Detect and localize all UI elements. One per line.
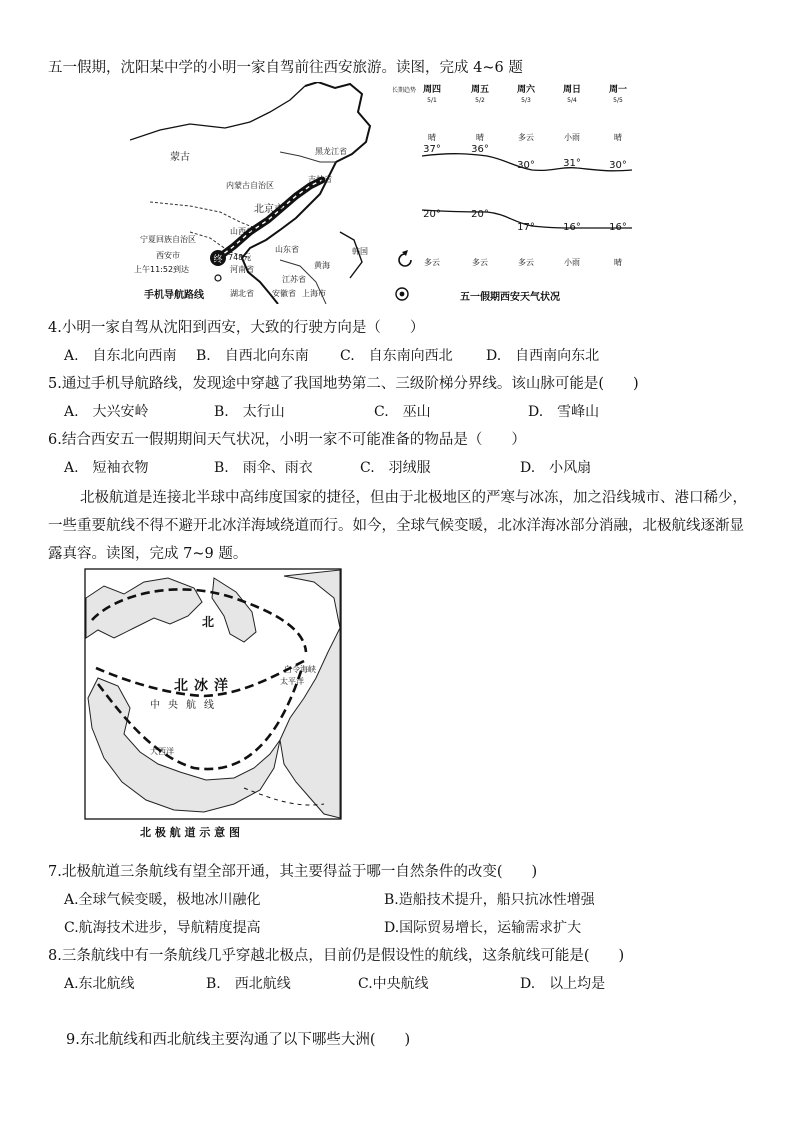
q5-option-d[interactable]: D. 雪峰山 — [528, 404, 600, 420]
weather-low-1: 20° — [471, 209, 489, 220]
q5-option-b[interactable]: B. 太行山 — [214, 404, 285, 420]
map2-label-atlantic: 大西洋 — [150, 747, 174, 756]
weather-high-4: 30° — [609, 160, 627, 171]
weather-day-3: 周日 — [562, 85, 582, 95]
map-label-yellow-sea: 黄海 — [314, 261, 330, 270]
map-label-jiangsu: 江苏省 — [282, 275, 306, 284]
weather-low-0: 20° — [423, 209, 441, 220]
weather-header-left: 长期趋势 — [392, 87, 417, 94]
map-label-shanxi: 山西省 — [230, 227, 254, 236]
q7-option-b[interactable]: B.造船技术提升，船只抗冰性增强 — [384, 892, 595, 908]
navigation-route-map — [130, 82, 395, 304]
weather-date-3: 5/4 — [567, 97, 577, 104]
weather-day-condition-2: 多云 — [518, 133, 534, 142]
q7-stem: 7.北极航道三条航线有望全部开通，其主要得益于哪一自然条件的改变( ) — [48, 864, 538, 880]
q4-option-c[interactable]: C. 自东南向西北 — [340, 348, 453, 364]
end-marker-label: 终 — [213, 255, 223, 265]
q6-option-c[interactable]: C. 羽绒服 — [360, 460, 431, 476]
weather-date-0: 5/1 — [427, 97, 437, 104]
q6-option-a[interactable]: A. 短袖衣物 — [64, 460, 149, 476]
weather-night-condition-4: 晴 — [614, 258, 622, 267]
q5-option-a[interactable]: A. 大兴安岭 — [64, 404, 149, 420]
q8-stem: 8.三条航线中有一条航线几乎穿越北极点，目前仍是假设性的航线，这条航线可能是( ) — [48, 948, 625, 964]
q6-option-b[interactable]: B. 雨伞、雨衣 — [214, 460, 313, 476]
q5-stem: 5.通过手机导航路线，发现途中穿越了我国地势第二、三级阶梯分界线。该山脉可能是( ) — [48, 376, 639, 392]
map1-caption: 手机导航路线 — [144, 290, 204, 301]
weather-high-1: 36° — [471, 144, 489, 155]
q9-stem: 9.东北航线和西北航线主要沟通了以下哪些大洲( ) — [66, 1032, 411, 1048]
weather-day-condition-3: 小雨 — [564, 133, 580, 142]
weather-date-4: 5/5 — [613, 97, 623, 104]
weather-day-1: 周五 — [470, 85, 490, 95]
weather-low-3: 16° — [563, 222, 581, 233]
q8-option-a[interactable]: A.东北航线 — [64, 976, 135, 992]
map2-caption: 北 极 航 道 示 意 图 — [140, 826, 240, 839]
q7-option-d[interactable]: D.国际贸易增长，运输需求扩大 — [384, 920, 582, 936]
map-label-arrival: 上午11:52到达 — [134, 265, 190, 274]
q5-option-c[interactable]: C. 巫山 — [374, 404, 431, 420]
map2-label-north: 北 — [202, 615, 215, 629]
map-label-anhui: 安徽省 — [272, 289, 296, 298]
map2-label-bering: 白令海峡 — [284, 665, 316, 674]
q8-option-c[interactable]: C.中央航线 — [358, 976, 429, 992]
map-label-heilongjiang: 黑龙江省 — [315, 147, 347, 156]
q4-stem: 4.小明一家自驾从沈阳到西安，大致的行驶方向是（ ） — [48, 320, 425, 336]
weather-forecast-panel — [392, 82, 652, 304]
map-label-ningxia: 宁夏回族自治区 — [140, 235, 196, 244]
weather-date-1: 5/2 — [475, 97, 485, 104]
q4-option-d[interactable]: D. 自西南向东北 — [486, 348, 600, 364]
map-label-beijing: 北京市 — [254, 204, 284, 215]
weather-day-condition-4: 晴 — [614, 133, 622, 142]
map-label-xian: 西安市 — [156, 251, 180, 260]
weather-day-0: 周四 — [422, 85, 442, 95]
weather-low-4: 16° — [609, 222, 627, 233]
weather-high-2: 30° — [517, 160, 535, 171]
weather-low-2: 17° — [517, 222, 535, 233]
map2-label-central-route: 中央航线 — [150, 700, 222, 711]
q7-option-a[interactable]: A.全球气候变暖，极地冰川融化 — [64, 892, 261, 908]
map-label-jilin: 吉林省 — [308, 175, 332, 184]
q6-option-d[interactable]: D. 小风扇 — [520, 460, 592, 476]
intro-text-q4-6: 五一假期，沈阳某中学的小明一家自驾前往西安旅游。读图，完成 4~6 题 — [48, 60, 523, 76]
map-label-shandong: 山东省 — [275, 245, 299, 254]
arctic-route-map — [84, 568, 342, 842]
map-label-inner-mongolia: 内蒙古自治区 — [226, 181, 274, 190]
map2-label-pacific: 太平洋 — [280, 677, 304, 686]
weather-day-condition-1: 晴 — [476, 133, 484, 142]
weather-night-condition-0: 多云 — [424, 258, 440, 267]
weather-day-2: 周六 — [516, 85, 536, 95]
q4-option-a[interactable]: A. 自东北向西南 — [64, 348, 177, 364]
q6-stem: 6.结合西安五一假期期间天气状况，小明一家不可能准备的物品是（ ） — [48, 432, 526, 448]
q8-option-b[interactable]: B. 西北航线 — [206, 976, 291, 992]
q7-option-c[interactable]: C.航海技术进步，导航精度提高 — [64, 920, 261, 936]
weather-high-0: 37° — [423, 144, 441, 155]
map-label-hubei: 湖北省 — [230, 289, 254, 298]
location-icon — [396, 288, 408, 300]
q8-option-d[interactable]: D. 以上均是 — [520, 976, 606, 992]
map-label-toll: 748元 — [228, 253, 252, 262]
map-label-mongolia: 蒙古 — [170, 152, 190, 163]
map-label-korea: 韩国 — [352, 247, 368, 256]
map-label-henan: 河南省 — [230, 265, 254, 274]
weather-caption: 五一假期西安天气状况 — [460, 292, 560, 303]
weather-date-2: 5/3 — [521, 97, 531, 104]
intro-text-q7-9: 北极航道是连接北半球中高纬度国家的捷径，但由于北极地区的严寒与冰冻，加之沿线城市、港口稀少，一些重要航线不得不避开北冰洋海域绕道而行。如今，全球气候变暖，北冰洋海冰部分消融，北极航线逐渐显露真容。读图，完成 7~9 题。 — [48, 490, 747, 562]
weather-day-4: 周一 — [608, 85, 628, 95]
weather-day-condition-0: 晴 — [428, 133, 436, 142]
map2-label-arctic-ocean: 北冰洋 — [174, 678, 234, 694]
map-label-shanghai: 上海市 — [302, 289, 326, 298]
q4-option-b[interactable]: B. 自西北向东南 — [196, 348, 309, 364]
weather-night-condition-2: 多云 — [518, 258, 534, 267]
weather-high-3: 31° — [563, 158, 581, 169]
weather-night-condition-3: 小雨 — [564, 258, 580, 267]
weather-night-condition-1: 多云 — [472, 258, 488, 267]
refresh-icon — [399, 250, 411, 266]
